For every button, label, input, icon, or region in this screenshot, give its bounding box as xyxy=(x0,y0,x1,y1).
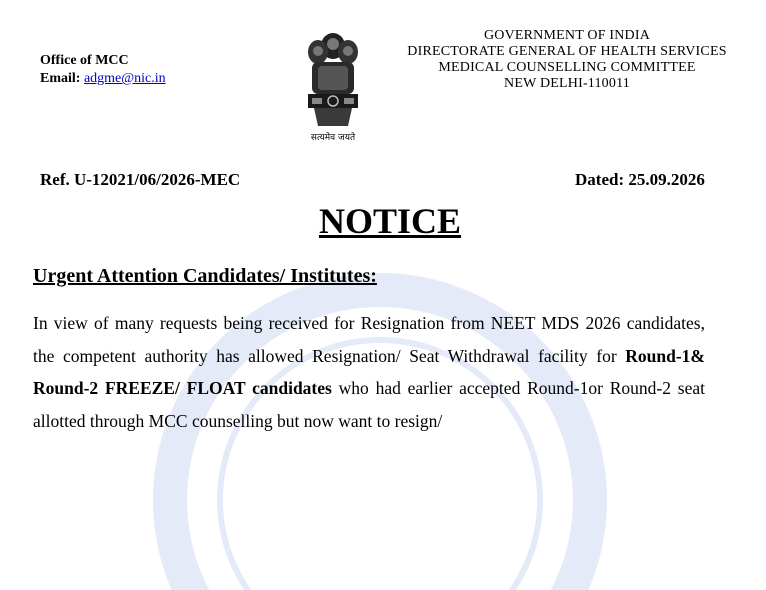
email-link[interactable]: adgme@nic.in xyxy=(83,71,166,86)
emblem-motto: सत्यमेव जयते xyxy=(310,133,356,143)
reference-number: Ref. U-12021/06/2026-MEC xyxy=(40,170,241,189)
govt-line-2: DIRECTORATE GENERAL OF HEALTH SERVICES xyxy=(407,44,727,59)
office-name: Office of MCC xyxy=(40,53,129,68)
date-line: Dated: 25.09.2026 xyxy=(575,170,705,189)
body-text-2: who had earlier accepted Round-1or Round-2 seat allotted through MCC counselling but now want to resign/ xyxy=(33,378,705,431)
office-block xyxy=(40,52,166,88)
email-label: Email: xyxy=(40,71,81,86)
office-email-line xyxy=(40,70,166,88)
subject-heading: Urgent Attention Candidates/ Institutes: xyxy=(33,265,377,287)
notice-title: NOTICE xyxy=(318,201,462,241)
govt-line-3: MEDICAL COUNSELLING COMMITTEE xyxy=(438,60,696,75)
govt-line-4: NEW DELHI-110011 xyxy=(504,76,630,91)
national-emblem xyxy=(304,26,362,144)
govt-line-1: GOVERNMENT OF INDIA xyxy=(483,28,651,43)
body-text-1: In view of many requests being received for Resignation from NEET MDS 2026 candidates, the competent authority has allowed Resignation/ Seat Withdrawal facility for xyxy=(33,313,705,366)
body-text-bold: Round-1& Round-2 FREEZE/ FLOAT candidates xyxy=(33,345,705,398)
body-paragraph xyxy=(33,307,705,437)
lion-capital-icon xyxy=(304,26,362,130)
government-header xyxy=(398,28,736,92)
